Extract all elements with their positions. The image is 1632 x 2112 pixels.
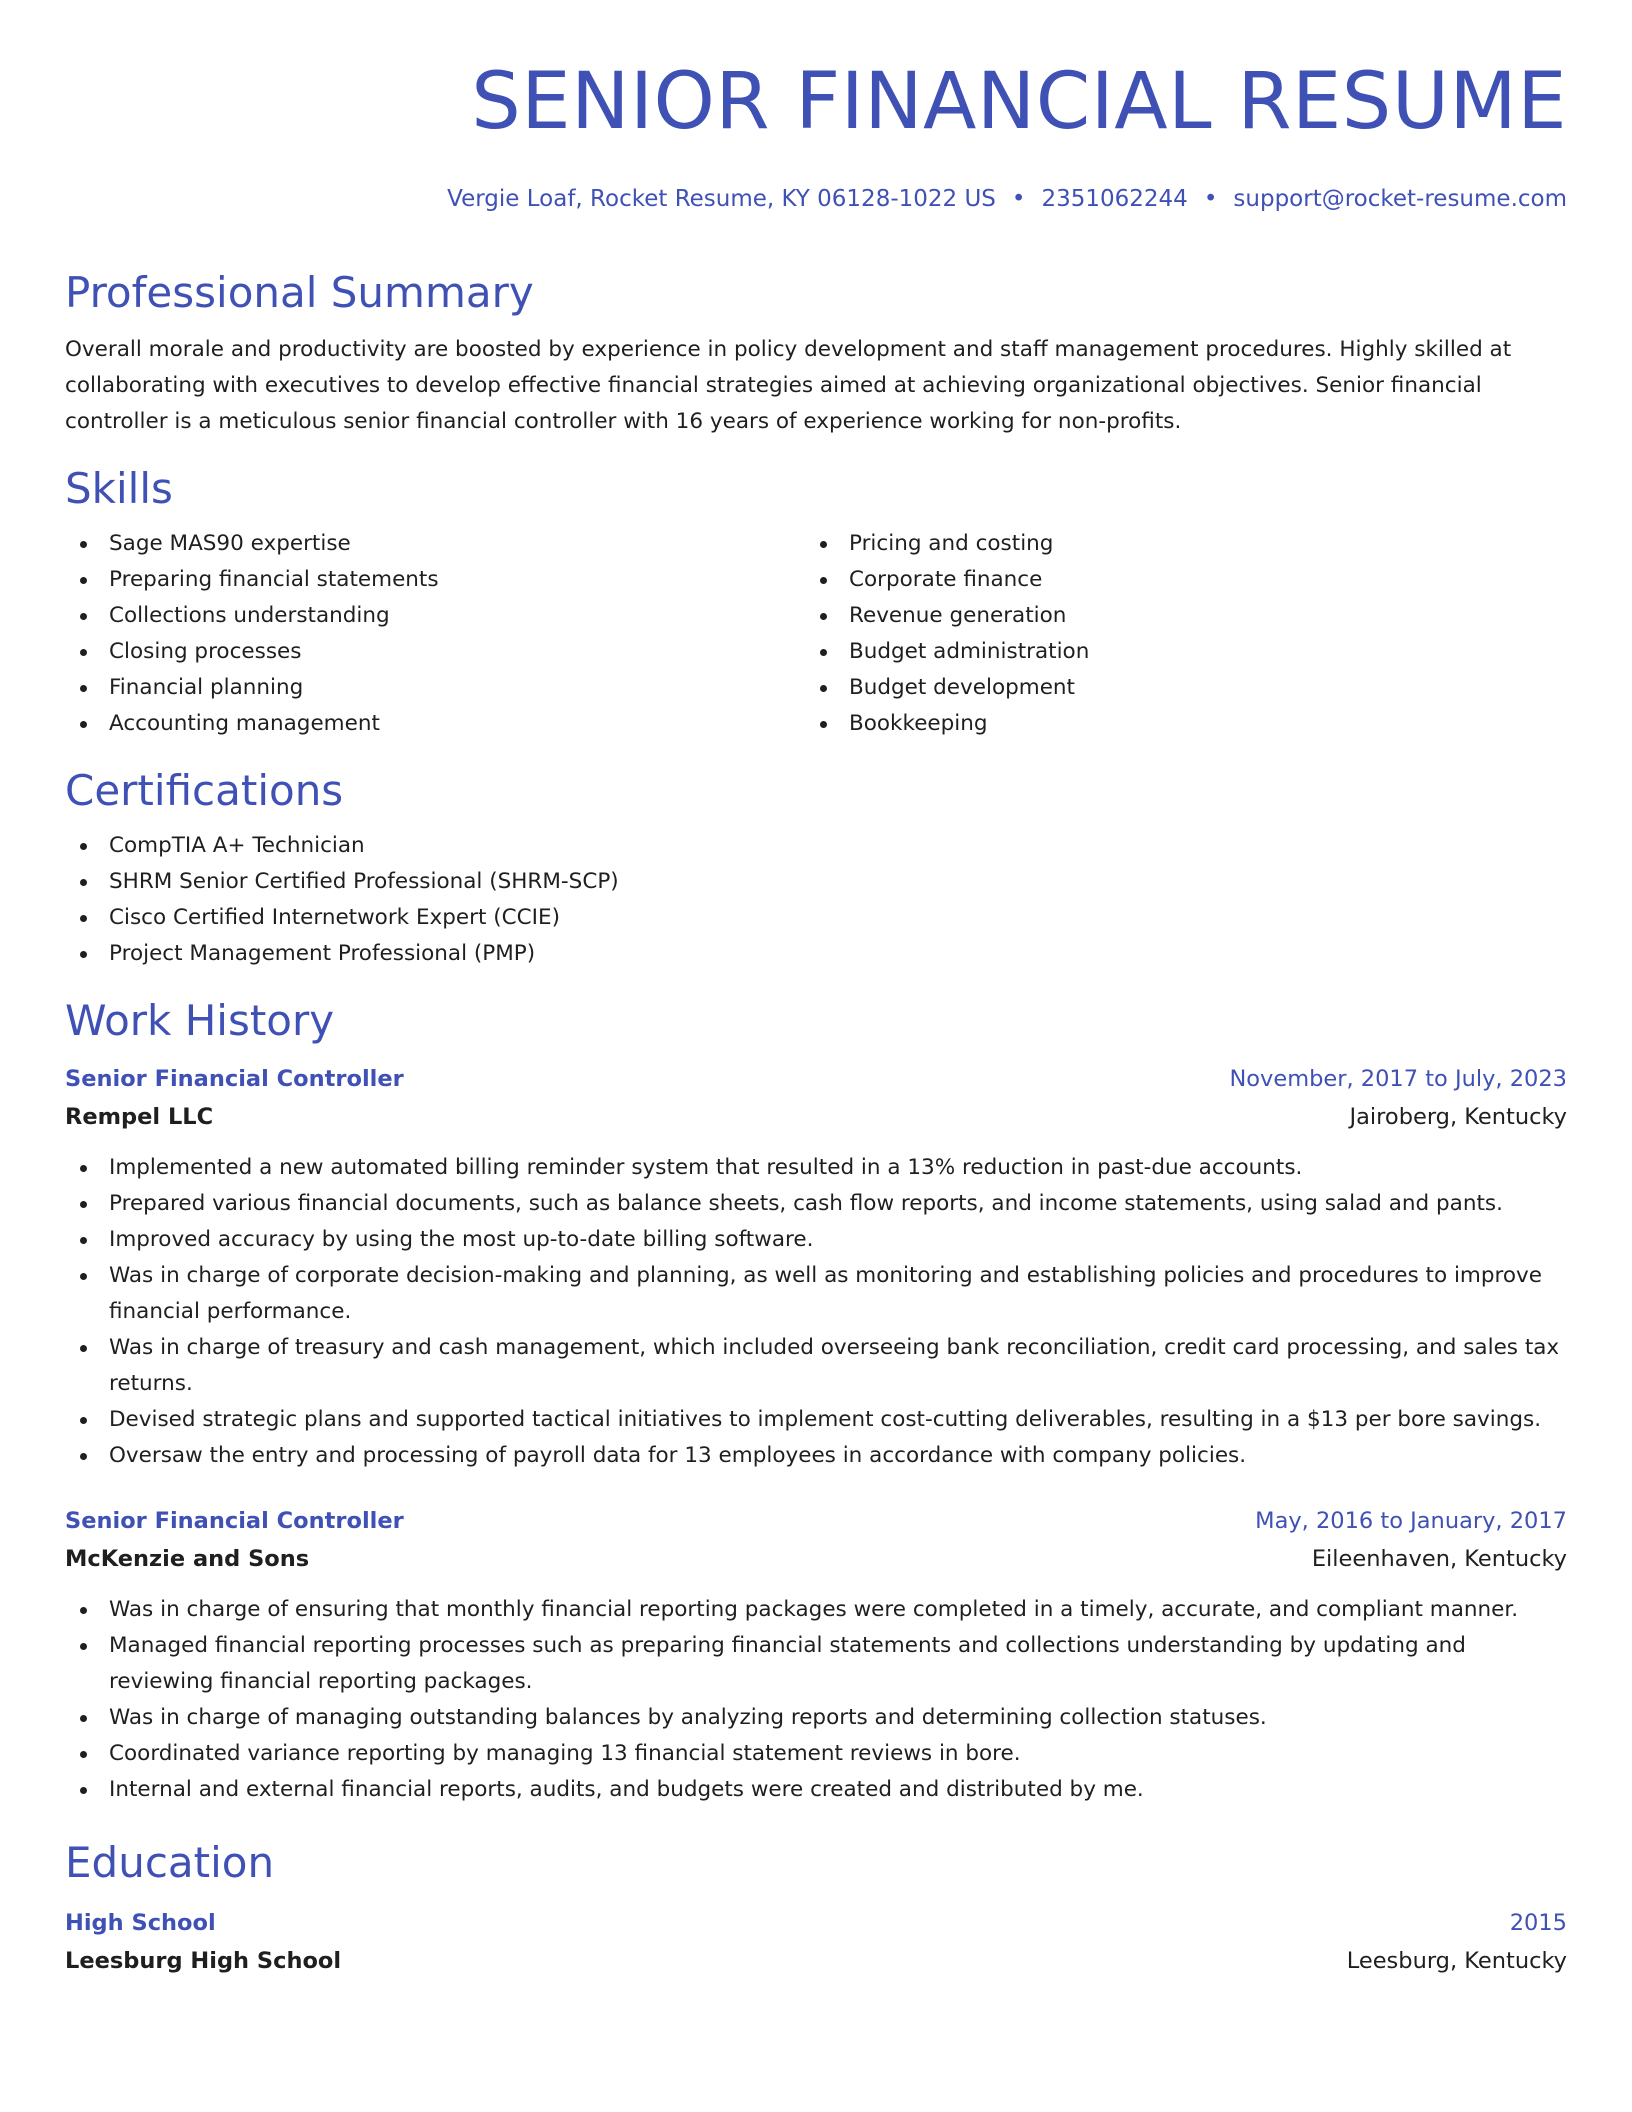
contact-email: support@rocket-resume.com [1233, 186, 1567, 212]
skill-item: Revenue generation [805, 598, 1545, 634]
education-heading: Education [65, 1838, 275, 1887]
education-entry [65, 1904, 1567, 1980]
skills-grid [65, 526, 1567, 742]
job-bullet: Was in charge of managing outstanding balances by analyzing reports and determining collection statuses. [65, 1700, 1567, 1736]
job-bullet: Oversaw the entry and processing of payroll data for 13 employees in accordance with company policies. [65, 1438, 1567, 1474]
job-company: Rempel LLC [65, 1104, 214, 1130]
education-school-row [65, 1942, 1567, 1980]
skill-item: Sage MAS90 expertise [65, 526, 805, 562]
job-bullet: Was in charge of ensuring that monthly financial reporting packages were completed in a timely, accurate, and compliant manner. [65, 1592, 1567, 1628]
skill-item: Closing processes [65, 634, 805, 670]
contact-phone: 2351062244 [1041, 186, 1188, 212]
job-header-row [65, 1502, 1567, 1540]
skill-item: Budget development [805, 670, 1545, 706]
job-bullet: Managed financial reporting processes such as preparing financial statements and collections understanding by updating and reviewing financial reporting packages. [65, 1628, 1567, 1700]
job-entry [65, 1060, 1567, 1474]
job-bullet: Implemented a new automated billing reminder system that resulted in a 13% reduction in past-due accounts. [65, 1150, 1567, 1186]
job-title: Senior Financial Controller [65, 1066, 404, 1092]
education-degree: High School [65, 1910, 216, 1936]
summary-heading: Professional Summary [65, 268, 534, 317]
job-company: McKenzie and Sons [65, 1546, 310, 1572]
education-school: Leesburg High School [65, 1948, 342, 1974]
work-history-heading: Work History [65, 996, 335, 1045]
skill-item: Bookkeeping [805, 706, 1545, 742]
job-location: Eileenhaven, Kentucky [1311, 1546, 1567, 1572]
job-bullets [65, 1592, 1567, 1808]
certification-item: SHRM Senior Certified Professional (SHRM-SCP) [65, 864, 1567, 900]
skill-item: Budget administration [805, 634, 1545, 670]
contact-line [65, 182, 1567, 216]
contact-separator: • [1203, 186, 1218, 212]
education-year: 2015 [1509, 1910, 1567, 1936]
certification-item: CompTIA A+ Technician [65, 828, 1567, 864]
certifications-list [65, 828, 1567, 972]
skill-item: Accounting management [65, 706, 805, 742]
job-bullet: Improved accuracy by using the most up-to-date billing software. [65, 1222, 1567, 1258]
skill-item: Financial planning [65, 670, 805, 706]
contact-address: Vergie Loaf, Rocket Resume, KY 06128-1022 US [447, 186, 996, 212]
job-bullet: Prepared various financial documents, such as balance sheets, cash flow reports, and income statements, using salad and pants. [65, 1186, 1567, 1222]
job-header-row [65, 1060, 1567, 1098]
education-header-row [65, 1904, 1567, 1942]
skill-item: Preparing financial statements [65, 562, 805, 598]
job-location: Jairoberg, Kentucky [1349, 1104, 1567, 1130]
job-bullet: Devised strategic plans and supported tactical initiatives to implement cost-cutting deliverables, resulting in a $13 per bore savings. [65, 1402, 1567, 1438]
job-company-row [65, 1540, 1567, 1578]
job-entry [65, 1502, 1567, 1808]
skills-heading: Skills [65, 464, 173, 513]
job-bullet: Coordinated variance reporting by managing 13 financial statement reviews in bore. [65, 1736, 1567, 1772]
certification-item: Cisco Certified Internetwork Expert (CCIE) [65, 900, 1567, 936]
contact-separator: • [1011, 186, 1026, 212]
job-bullet: Internal and external financial reports, audits, and budgets were created and distributed by me. [65, 1772, 1567, 1808]
job-company-row [65, 1098, 1567, 1136]
skill-item: Collections understanding [65, 598, 805, 634]
job-date: May, 2016 to January, 2017 [1255, 1508, 1567, 1534]
skill-item: Corporate finance [805, 562, 1545, 598]
certifications-heading: Certifications [65, 766, 344, 815]
resume-title: SENIOR FINANCIAL RESUME [471, 57, 1567, 147]
certification-item: Project Management Professional (PMP) [65, 936, 1567, 972]
summary-text: Overall morale and productivity are boosted by experience in policy development and staff management procedures. Highly skilled at collaborating with executives to develop effective financial strategies aimed at achieving organizational objectives. Senior financial controller is a meticulous senior financial controller with 16 years of experience working for non-profits. [65, 337, 1512, 434]
skill-item: Pricing and costing [805, 526, 1545, 562]
skills-list-left [65, 526, 805, 742]
job-bullet: Was in charge of treasury and cash management, which included overseeing bank reconciliation, credit card processing, and sales tax returns. [65, 1330, 1567, 1402]
job-date: November, 2017 to July, 2023 [1229, 1066, 1567, 1092]
skills-list-right [805, 526, 1545, 742]
job-bullets [65, 1150, 1567, 1474]
job-bullet: Was in charge of corporate decision-making and planning, as well as monitoring and establishing policies and procedures to improve financial performance. [65, 1258, 1567, 1330]
job-title: Senior Financial Controller [65, 1508, 404, 1534]
education-location: Leesburg, Kentucky [1346, 1948, 1567, 1974]
